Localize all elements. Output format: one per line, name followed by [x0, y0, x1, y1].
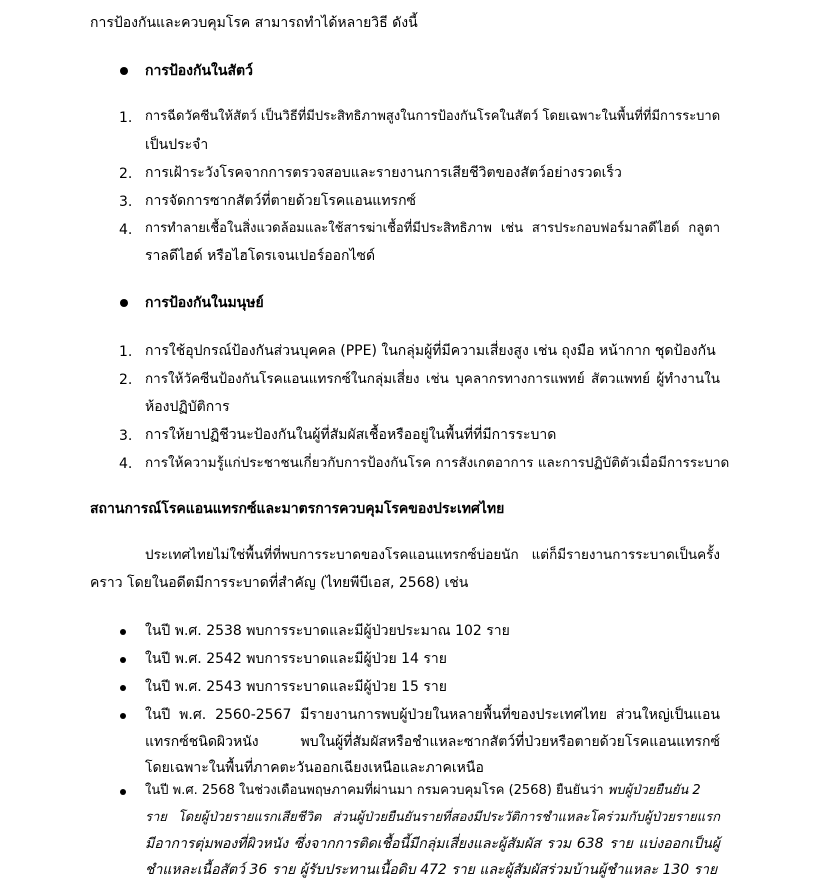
event-line: ในปี พ.ศ. 2542 พบการระบาดและมีผู้ป่วย 14 ราย: [145, 651, 447, 667]
event-text-italic: พบผู้ป่วยยืนยัน 2: [607, 783, 701, 798]
event-line: ในปี พ.ศ. 2538 พบการระบาดและมีผู้ป่วยประมาณ 102 ราย: [145, 623, 510, 639]
list-item-line: การใช้อุปกรณ์ป้องกันส่วนบุคคล (PPE) ในกลุ่มผู้ที่มีความเสี่ยงสูง เช่น ถุงมือ หน้ากาก ชุดป้องกัน: [145, 343, 716, 359]
event-text: ในปี พ.ศ. 2568 ในช่วงเดือนพฤษภาคมที่ผ่านมา กรมควบคุมโรค (2568) ยืนยันว่า: [145, 783, 608, 798]
list-number: 1.: [119, 110, 133, 126]
list-number: 1.: [119, 344, 133, 360]
event-line: แทรกซ์ชนิดผิวหนัง พบในผู้ที่สัมผัสหรือชำแหละซากสัตว์ที่ป่วยหรือตายด้วยโรคแอนแทรกซ์: [145, 734, 720, 750]
list-item-line: การทำลายเชื้อในสิ่งแวดล้อมและใช้สารฆ่าเชื้อที่มีประสิทธิภาพ เช่น สารประกอบฟอร์มาลดีไฮด์ กลูตา: [145, 221, 720, 236]
list-item-line: ราลดีไฮด์ หรือไฮโดรเจนเปอร์ออกไซด์: [145, 248, 376, 264]
list-number: 2.: [119, 372, 133, 388]
list-item-line: การฉีดวัคซีนให้สัตว์ เป็นวิธีที่มีประสิทธิภาพสูงในการป้องกันโรคในสัตว์ โดยเฉพาะในพื้นที่ที่มีการระบาด: [145, 109, 721, 124]
animal-heading: การป้องกันในสัตว์: [145, 63, 253, 79]
bullet-icon: [120, 657, 126, 663]
bullet-icon: [120, 789, 126, 795]
bullet-icon: [120, 299, 128, 307]
paragraph-line: ประเทศไทยไม่ใช่พื้นที่ที่พบการระบาดของโรคแอนแทรกซ์บ่อยนัก แต่ก็มีรายงานการระบาดเป็นครั้ง: [145, 547, 720, 563]
bullet-icon: [120, 685, 126, 691]
event-line: ชำแหละเนื้อสัตว์ 36 ราย ผู้รับประทานเนื้อดิบ 472 ราย และผู้สัมผัสร่วมบ้านผู้ชำแหละ 130 ราย: [145, 862, 718, 878]
list-item-line: การจัดการซากสัตว์ที่ตายด้วยโรคแอนแทรกซ์: [145, 193, 417, 209]
list-number: 2.: [119, 166, 133, 182]
list-item-line: เป็นประจำ: [145, 137, 209, 153]
list-item-line: การเฝ้าระวังโรคจากการตรวจสอบและรายงานการเสียชีวิตของสัตว์อย่างรวดเร็ว: [145, 165, 622, 181]
situation-heading: สถานการณ์โรคแอนแทรกซ์และมาตรการควบคุมโรคของประเทศไทย: [90, 501, 505, 517]
list-number: 3.: [119, 194, 133, 210]
bullet-icon: [120, 67, 128, 75]
list-item-line: ห้องปฏิบัติการ: [145, 399, 230, 415]
paragraph-line: คราว โดยในอดีตมีการระบาดที่สำคัญ (ไทยพีบีเอส, 2568) เช่น: [90, 575, 469, 591]
list-item-line: การให้วัคซีนป้องกันโรคแอนแทรกซ์ในกลุ่มเสี่ยง เช่น บุคลากรทางการแพทย์ สัตวแพทย์ ผู้ทำงานใน: [145, 371, 720, 387]
intro-text: การป้องกันและควบคุมโรค สามารถทำได้หลายวิธี ดังนี้: [90, 15, 418, 31]
event-line: มีอาการตุ่มพองที่ผิวหนัง ซึ่งจากการติดเชื้อนี้มีกลุ่มเสี่ยงและผู้สัมผัส รวม 638 ราย แบ่งออกเป็นผู้: [145, 836, 720, 852]
event-line: ในปี พ.ศ. 2543 พบการระบาดและมีผู้ป่วย 15 ราย: [145, 679, 447, 695]
event-line: ราย โดยผู้ป่วยรายแรกเสียชีวิต ส่วนผู้ป่วยยืนยันรายที่สองมีประวัติการชำแหละโคร่วมกับผู้ป่วยรายแรก: [145, 810, 720, 825]
list-number: 4.: [119, 222, 133, 238]
list-item-line: การให้ความรู้แก่ประชาชนเกี่ยวกับการป้องกันโรค การสังเกตอาการ และการปฏิบัติตัวเมื่อมีการระบาด: [145, 455, 730, 471]
human-heading: การป้องกันในมนุษย์: [145, 295, 264, 311]
list-number: 4.: [119, 456, 133, 472]
event-line: [145, 781, 720, 801]
event-line: โดยเฉพาะในพื้นที่ภาคตะวันออกเฉียงเหนือและภาคเหนือ: [145, 760, 484, 776]
bullet-icon: [120, 629, 126, 635]
event-line: ในปี พ.ศ. 2560-2567 มีรายงานการพบผู้ป่วยในหลายพื้นที่ของประเทศไทย ส่วนใหญ่เป็นแอน: [145, 707, 720, 723]
list-item-line: การให้ยาปฏิชีวนะป้องกันในผู้ที่สัมผัสเชื้อหรืออยู่ในพื้นที่ที่มีการระบาด: [145, 427, 557, 443]
bullet-icon: [120, 713, 126, 719]
list-number: 3.: [119, 428, 133, 444]
